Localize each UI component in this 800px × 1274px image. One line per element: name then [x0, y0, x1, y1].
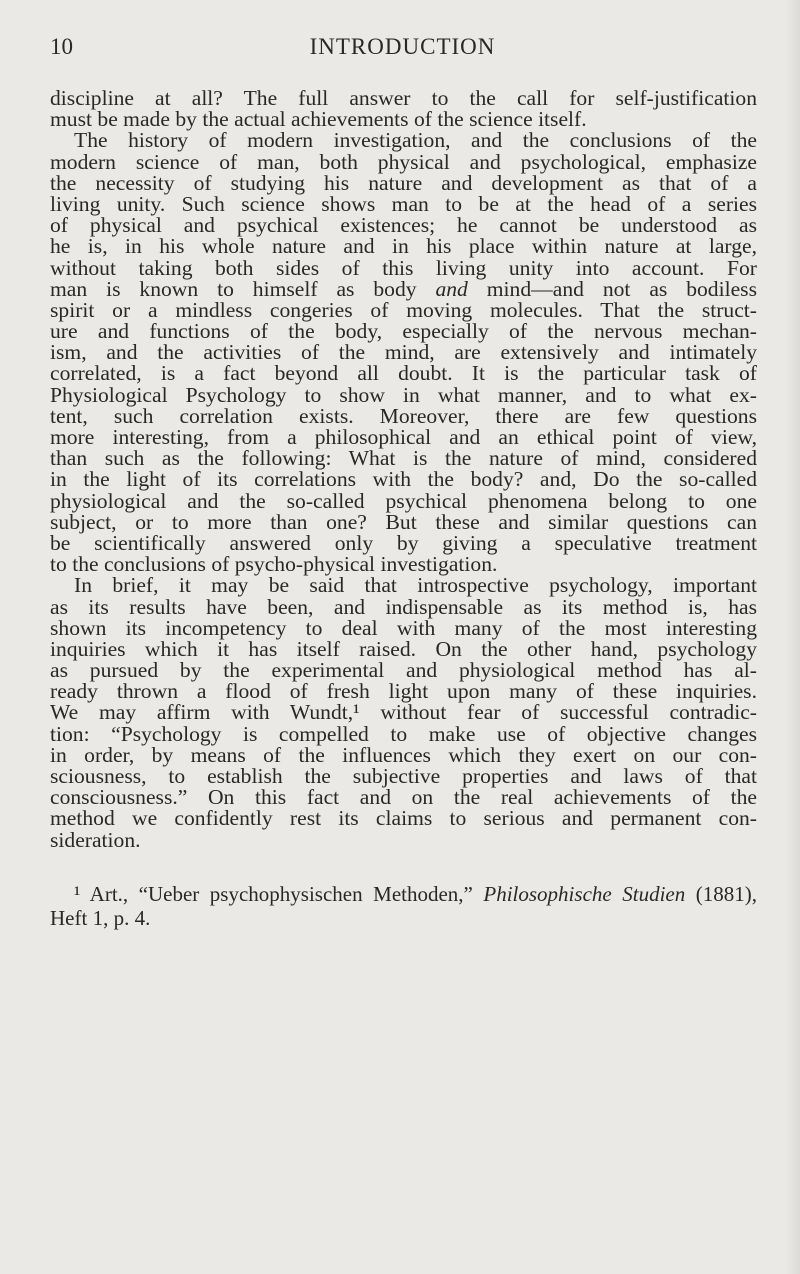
- paragraph: [50, 130, 757, 575]
- text-line: as pursued by the experimental and physiological method has al-: [50, 658, 757, 683]
- running-title: INTRODUCTION: [309, 34, 496, 59]
- text-line: inquiries which it has itself raised. On the other hand, psychology: [50, 636, 757, 661]
- text-line: sideration.: [50, 827, 141, 852]
- text-line: to the conclusions of psycho-physical investigation.: [50, 552, 498, 577]
- text-line: spirit or a mindless congeries of moving molecules. That the struct-: [50, 297, 757, 322]
- text-line: in the light of its correlations with the body? and, Do the so-called: [50, 467, 757, 492]
- text-line: as its results have been, and indispensable as its method is, has: [50, 594, 757, 619]
- text-line: than such as the following: What is the nature of mind, considered: [50, 446, 757, 471]
- text-line: ism, and the activities of the mind, are extensively and intimately: [50, 340, 757, 365]
- text-line: sciousness, to establish the subjective properties and laws of that: [50, 764, 757, 788]
- text-line: without taking both sides of this living unity into account. For: [50, 255, 757, 280]
- text-line: man is known to himself as body and mind—and not as bodiless: [50, 276, 757, 301]
- text-line: Physiological Psychology to show in what manner, and to what ex-: [50, 382, 757, 407]
- text-line: consciousness.” On this fact and on the real achievements of the: [50, 785, 757, 810]
- text-line: tion: “Psychology is compelled to make use of objective changes: [50, 721, 757, 746]
- text-line: must be made by the actual achievements of the science itself.: [50, 107, 587, 132]
- body-text: [50, 88, 757, 851]
- running-header: [50, 34, 755, 64]
- text-line: method we confidently rest its claims to serious and permanent con-: [50, 806, 757, 831]
- text-line: more interesting, from a philosophical and an ethical point of view,: [50, 425, 757, 449]
- text-line: be scientifically answered only by giving a speculative treatment: [50, 530, 757, 555]
- text-line: In brief, it may be said that introspective psychology, important: [74, 573, 757, 598]
- text-line: living unity. Such science shows man to be at the head of a series: [50, 191, 757, 216]
- page-number: 10: [50, 34, 73, 59]
- text-line: of physical and psychical existences; he cannot be understood as: [50, 213, 757, 238]
- text-line: discipline at all? The full answer to the call for self-justification: [50, 86, 757, 110]
- text-line: shown its incompetency to deal with many of the most interesting: [50, 615, 757, 640]
- footnote-line: ¹ Art., “Ueber psychophysischen Methoden,” Philosophische Studien (1881),: [74, 882, 757, 906]
- text-line: he is, in his whole nature and in his place within nature at large,: [50, 234, 757, 259]
- text-line: ready thrown a flood of fresh light upon many of these inquiries.: [50, 679, 757, 704]
- text-line: subject, or to more than one? But these and similar questions can: [50, 509, 757, 534]
- text-line: correlated, is a fact beyond all doubt. It is the particular task of: [50, 361, 757, 386]
- text-line: physiological and the so-called psychical phenomena belong to one: [50, 488, 757, 513]
- text-line: modern science of man, both physical and psychological, emphasize: [50, 149, 757, 174]
- footnote-line: Heft 1, p. 4.: [50, 906, 151, 930]
- text-line: tent, such correlation exists. Moreover, there are few questions: [50, 403, 757, 428]
- footnote: [50, 882, 757, 930]
- text-line: the necessity of studying his nature and development as that of a: [50, 170, 757, 195]
- text-line: in order, by means of the influences which they exert on our con-: [50, 742, 757, 767]
- paragraph: [50, 575, 757, 850]
- paragraph: [50, 88, 757, 130]
- text-line: ure and functions of the body, especially of the nervous mechan-: [50, 319, 757, 344]
- text-line: The history of modern investigation, and the conclusions of the: [74, 128, 757, 153]
- text-line: We may affirm with Wundt,¹ without fear of successful contradic-: [50, 700, 757, 725]
- page-edge-shadow: [786, 0, 800, 1274]
